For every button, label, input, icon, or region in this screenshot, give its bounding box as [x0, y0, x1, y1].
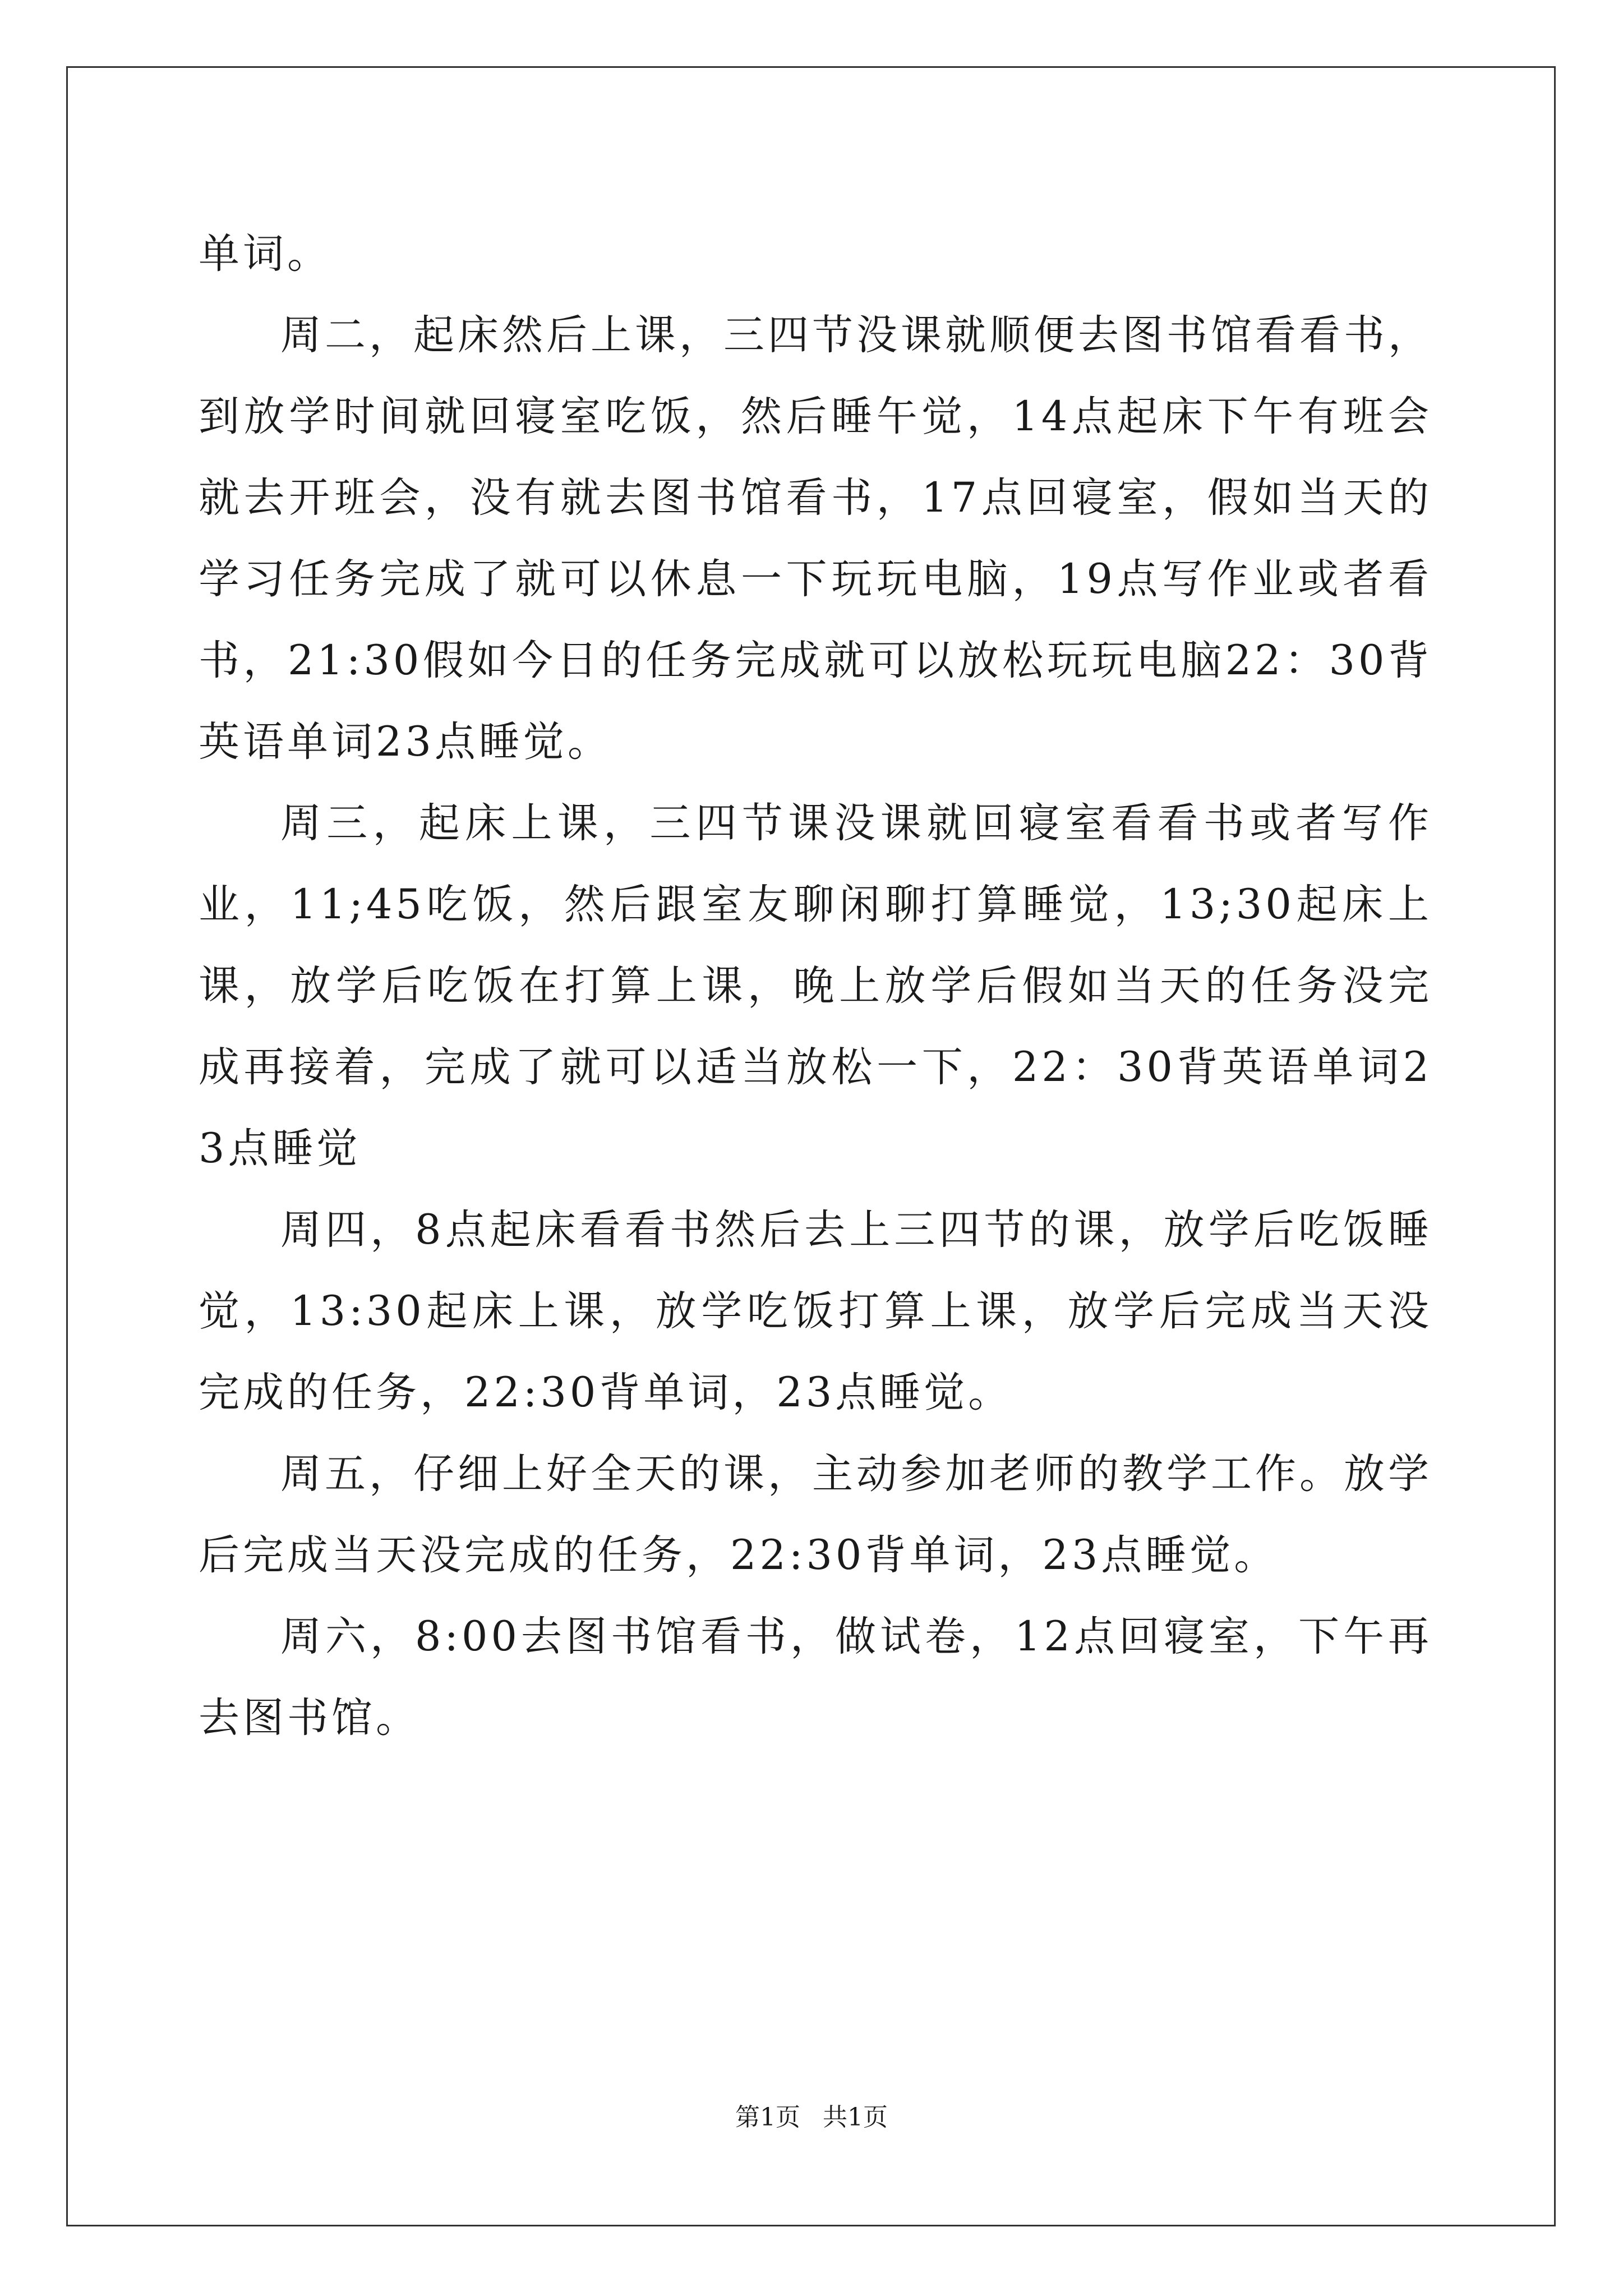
page-number-current: 第1页 — [735, 2103, 800, 2132]
page-footer — [0, 2101, 1623, 2134]
paragraph-wednesday: 周三，起床上课，三四节课没课就回寝室看看书或者写作业，11;45吃饭，然后跟室友聊闲聊打算睡觉，13;30起床上课，放学后吃饭在打算上课，晚上放学后假如当天的任务没完成再接着，完成了就可以适当放松一下，22：30背英语单词23点睡觉 — [199, 799, 1432, 1172]
document-body — [199, 213, 1432, 1759]
paragraph-friday: 周五，仔细上好全天的课，主动参加老师的教学工作。放学后完成当天没完成的任务，22:30背单词，23点睡觉。 — [199, 1450, 1432, 1579]
paragraph-thursday: 周四，8点起床看看书然后去上三四节的课，放学后吃饭睡觉，13:30起床上课，放学吃饭打算上课，放学后完成当天没完成的任务，22:30背单词，23点睡觉。 — [199, 1206, 1432, 1416]
paragraph-tuesday: 周二，起床然后上课，三四节没课就顺便去图书馆看看书，到放学时间就回寝室吃饭，然后睡午觉，14点起床下午有班会就去开班会，没有就去图书馆看书，17点回寝室，假如当天的学习任务完成了就可以休息一下玩玩电脑，19点写作业或者看书，21:30假如今日的任务完成就可以放松玩玩电脑22：30背英语单词23点睡觉。 — [199, 311, 1432, 766]
paragraph-continuation: 单词。 — [199, 230, 331, 278]
paragraph-saturday: 周六，8:00去图书馆看书，做试卷，12点回寝室，下午再去图书馆。 — [199, 1613, 1432, 1742]
page-number-total: 共1页 — [823, 2103, 888, 2132]
